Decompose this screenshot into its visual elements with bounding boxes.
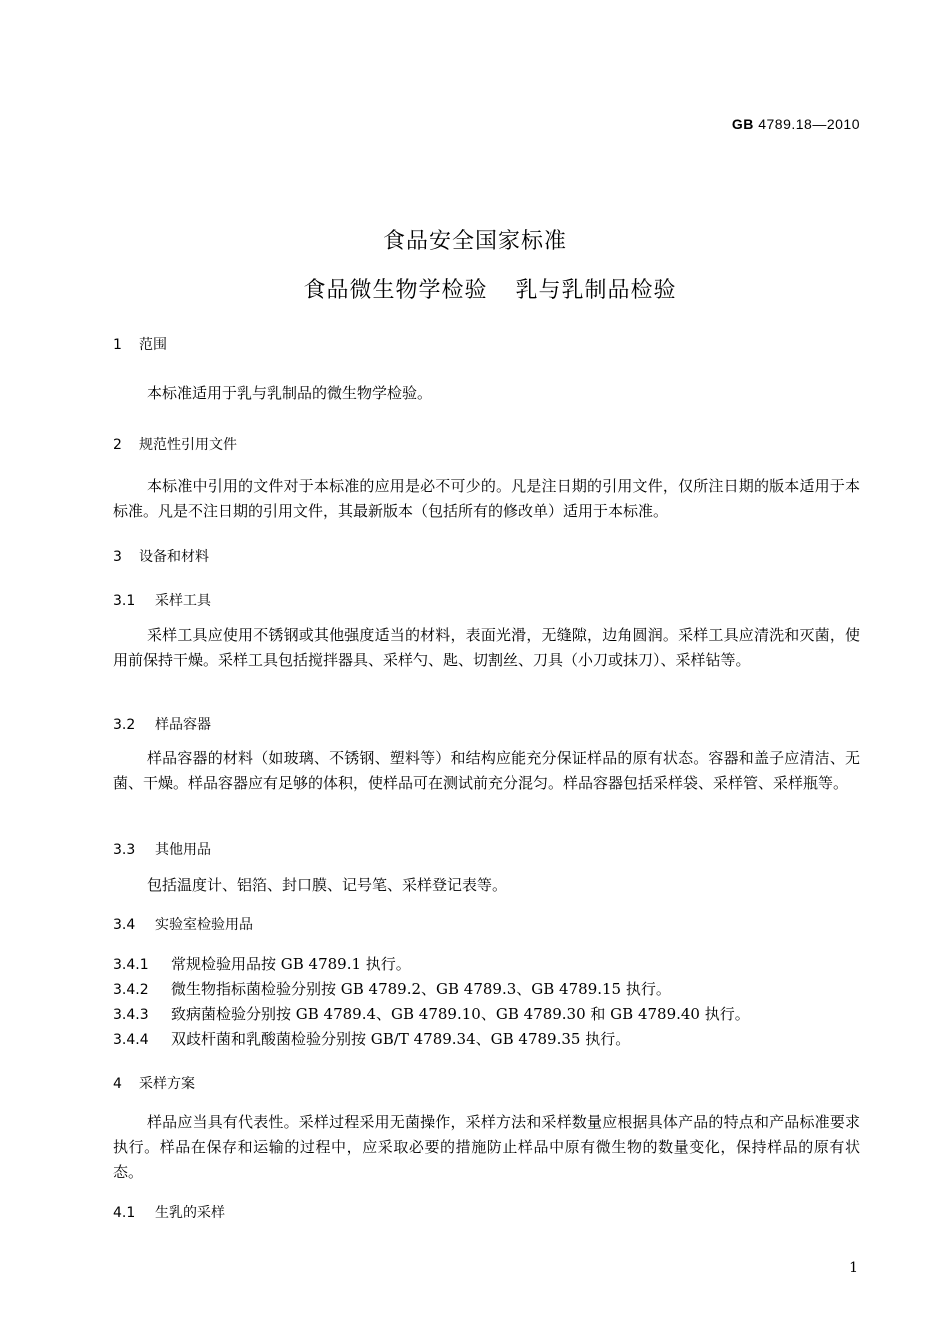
- section-2-paragraph: 本标准中引用的文件对于本标准的应用是必不可少的。凡是注日期的引用文件，仅所注日期的版本适用于本标准。凡是不注日期的引用文件，其最新版本（包括所有的修改单）适用于本标准。: [113, 477, 860, 520]
- section-number: 3: [113, 549, 122, 565]
- item-text: 微生物指标菌检验分别按 GB 4789.2、GB 4789.3、GB 4789.15 执行。: [171, 980, 671, 998]
- section-number: 3.3: [113, 842, 136, 858]
- section-title: 样品容器: [155, 717, 211, 733]
- document-title-line1: 食品安全国家标准: [382, 229, 567, 254]
- page-number: 1: [849, 1260, 858, 1276]
- section-heading-3-3: [113, 839, 211, 859]
- title-part2: 乳与乳制品检验: [515, 278, 677, 303]
- section-heading-3-1: [113, 590, 211, 610]
- item-text: 致病菌检验分别按 GB 4789.4、GB 4789.10、GB 4789.30 和 GB 4789.40 执行。: [171, 1005, 750, 1023]
- section-title: 采样工具: [155, 593, 211, 609]
- section-3-1-paragraph: 采样工具应使用不锈钢或其他强度适当的材料，表面光滑，无缝隙，边角圆润。采样工具应清洗和灭菌，使用前保持干燥。采样工具包括搅拌器具、采样勺、匙、切割丝、刀具（小刀或抹刀）、采样钻等。: [113, 626, 860, 669]
- item-text: 常规检验用品按 GB 4789.1 执行。: [171, 955, 411, 973]
- section-heading-2: [113, 434, 237, 454]
- section-title: 规范性引用文件: [139, 437, 237, 453]
- section-number: 2: [113, 437, 122, 453]
- section-heading-4-1: [113, 1202, 225, 1222]
- section-title: 采样方案: [139, 1076, 195, 1092]
- title-part1: 食品微生物学检验: [303, 278, 488, 303]
- section-number: 3.2: [113, 717, 136, 733]
- standard-number: 4789.18—2010: [758, 116, 860, 132]
- section-title: 其他用品: [155, 842, 211, 858]
- document-title-line2: [15, 273, 950, 304]
- standard-prefix: GB: [731, 116, 754, 132]
- section-number: 3.1: [113, 593, 136, 609]
- item-number: 3.4.1: [113, 957, 149, 973]
- section-1-paragraph: 本标准适用于乳与乳制品的微生物学检验。: [147, 384, 433, 402]
- item-number: 3.4.3: [113, 1007, 149, 1023]
- list-item-3-4-4: [113, 1028, 630, 1049]
- section-title: 设备和材料: [139, 549, 209, 565]
- section-title: 实验室检验用品: [155, 917, 253, 933]
- list-item-3-4-2: [113, 978, 671, 999]
- section-number: 4.1: [113, 1205, 136, 1221]
- section-title: 生乳的采样: [155, 1205, 225, 1221]
- item-text: 双歧杆菌和乳酸菌检验分别按 GB/T 4789.34、GB 4789.35 执行。: [171, 1030, 631, 1048]
- section-3-2-paragraph: 样品容器的材料（如玻璃、不锈钢、塑料等）和结构应能充分保证样品的原有状态。容器和盖子应清洁、无菌、干燥。样品容器应有足够的体积，使样品可在测试前充分混匀。样品容器包括采样袋、采样管、采样瓶等。: [113, 749, 860, 792]
- section-number: 3.4: [113, 917, 136, 933]
- list-item-3-4-3: [113, 1003, 750, 1024]
- section-number: 1: [113, 337, 122, 353]
- section-heading-3-2: [113, 714, 211, 734]
- section-4-paragraph: 样品应当具有代表性。采样过程采用无菌操作，采样方法和采样数量应根据具体产品的特点和产品标准要求执行。样品在保存和运输的过程中，应采取必要的措施防止样品中原有微生物的数量变化，保持样品的原有状态。: [113, 1113, 860, 1181]
- item-number: 3.4.2: [113, 982, 149, 998]
- list-item-3-4-1: [113, 953, 411, 974]
- section-heading-1: [113, 334, 167, 354]
- section-title: 范围: [139, 337, 167, 353]
- section-number: 4: [113, 1076, 122, 1092]
- item-number: 3.4.4: [113, 1032, 149, 1048]
- section-heading-3: [113, 546, 209, 566]
- section-3-3-paragraph: 包括温度计、铝箔、封口膜、记号笔、采样登记表等。: [147, 876, 508, 894]
- section-heading-3-4: [113, 914, 253, 934]
- standard-code: [732, 116, 860, 132]
- section-heading-4: [113, 1073, 195, 1093]
